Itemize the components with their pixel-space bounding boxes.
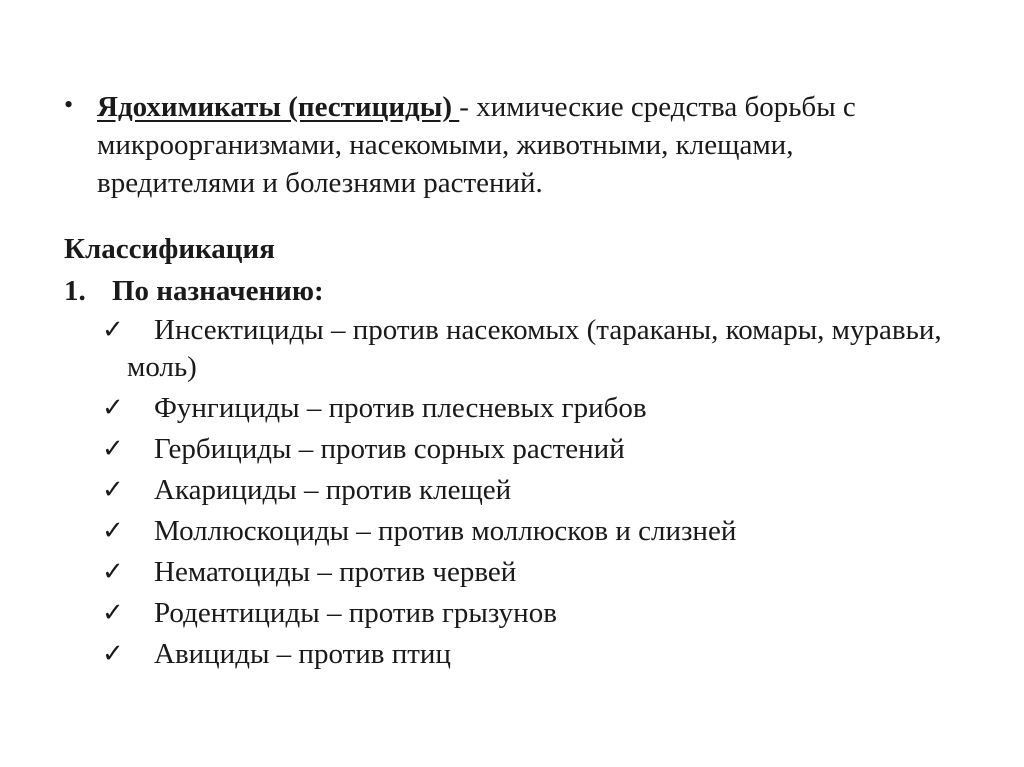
definition-term: Ядохимикаты (пестициды) <box>97 91 460 123</box>
list-item <box>102 312 1007 386</box>
list-item-text: Моллюскоциды – против моллюсков и слизней <box>154 515 737 547</box>
check-icon: ✓ <box>102 516 124 546</box>
check-icon: ✓ <box>102 393 124 423</box>
list-item <box>102 554 1007 591</box>
definition-line-1: - химические средства борьбы с <box>459 91 856 123</box>
check-icon: ✓ <box>102 557 124 587</box>
list-item <box>102 513 1007 550</box>
list-item-text: Родентициды – против грызунов <box>154 597 557 629</box>
numbered-heading <box>64 272 324 310</box>
heading-number: 1. <box>64 275 86 307</box>
list-item-text: Авициды – против птиц <box>154 638 451 670</box>
list-item <box>102 390 1007 427</box>
definition-text <box>97 88 994 202</box>
list-item-text: Нематоциды – против червей <box>154 556 517 588</box>
classification-title: Классификация <box>64 233 275 265</box>
list-item-text-continued: моль) <box>127 351 197 383</box>
list-item-text: Акарициды – против клещей <box>154 474 512 506</box>
check-icon: ✓ <box>102 639 124 669</box>
list-item <box>102 595 1007 632</box>
pesticide-type-list <box>102 312 1007 677</box>
list-item-text: Инсектициды – против насекомых (тараканы, комары, муравьи, <box>154 314 942 346</box>
list-item <box>102 636 1007 673</box>
definition-paragraph <box>64 88 994 202</box>
list-item-text: Гербициды – против сорных растений <box>154 433 625 465</box>
list-item-text: Фунгициды – против плесневых грибов <box>154 392 647 424</box>
definition-line-2: микроорганизмами, насекомыми, животными, клещами, <box>97 129 794 161</box>
list-item <box>102 472 1007 509</box>
heading-text: По назначению: <box>112 275 324 307</box>
definition-line-3: вредителями и болезнями растений. <box>97 167 543 199</box>
check-icon: ✓ <box>102 475 124 505</box>
check-icon: ✓ <box>102 598 124 628</box>
bullet-icon: • <box>64 90 74 119</box>
check-icon: ✓ <box>102 315 124 345</box>
check-icon: ✓ <box>102 434 124 464</box>
list-item <box>102 431 1007 468</box>
